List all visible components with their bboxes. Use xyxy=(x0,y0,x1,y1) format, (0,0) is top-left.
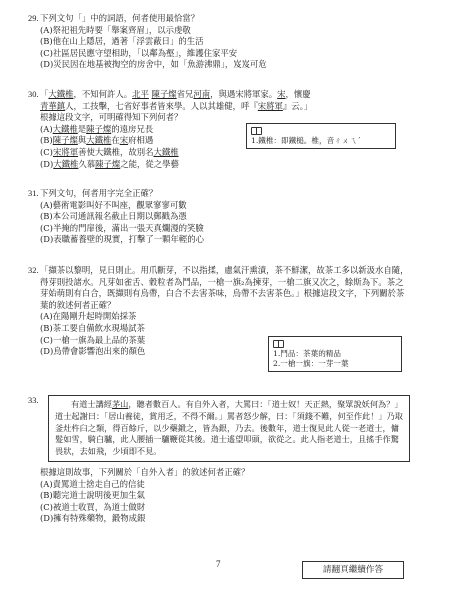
text-segment: 有道士講經 xyxy=(71,399,112,409)
option-c: (C)社區居民應守望相助，「以鄰為壑」，維護住家平安 xyxy=(40,47,238,58)
proper-noun: 陳子燦 xyxy=(86,123,112,134)
proper-noun: 宋將軍 xyxy=(52,146,79,157)
proper-noun: 大鐵椎 xyxy=(86,135,112,146)
proper-noun: 陳子燦 xyxy=(95,158,121,169)
question-33 xyxy=(28,395,410,525)
text-segment: 之能，從之學藝 xyxy=(120,158,179,169)
question-29 xyxy=(28,13,267,71)
option-c: (C)一槍一旗為最上品的茶葉 xyxy=(40,334,146,345)
text-segment: (B) xyxy=(40,135,53,146)
text-segment: ，懷慶 xyxy=(285,89,311,99)
question-stem: 下列文句「」中的詞語，何者使用最恰當？ xyxy=(40,13,200,23)
page-number: 7 xyxy=(216,559,221,569)
option-d: (D)烏帶會影響泡出來的顏色 xyxy=(40,346,146,357)
passage-box xyxy=(48,395,410,462)
proper-noun: 陳子燦 xyxy=(151,89,177,99)
option-d xyxy=(40,159,412,171)
text-segment: ，與遇宋將軍家。 xyxy=(210,89,278,99)
question-number: 31. xyxy=(28,189,39,198)
text-segment: 是 xyxy=(77,123,87,134)
question-stem: 根據這則故事，下列關於「自外入者」的敘述何者正確？ xyxy=(40,466,250,477)
proper-noun: 宋 xyxy=(277,89,286,99)
question-number: 30. xyxy=(28,90,39,99)
book-icon xyxy=(273,340,284,348)
question-number: 32. xyxy=(28,266,39,275)
text-segment: 久慕 xyxy=(78,158,96,169)
question-stem xyxy=(40,89,412,124)
text-segment: 的遠房兄長 xyxy=(111,123,154,134)
footnote-text: 1.鐵椎：即鐵槌。椎，音ㄔㄨㄟˊ xyxy=(251,136,361,145)
proper-noun: 大鐵椎 xyxy=(52,123,78,134)
proper-noun: 河南 xyxy=(193,89,211,99)
text-segment: 府相遇 xyxy=(128,135,154,146)
option-c: (C)被道士收買，為道士做財 xyxy=(40,501,146,512)
proper-noun: 宋將軍 xyxy=(257,100,283,111)
text-segment: 』云。」 根據這段文字，可明確得知下列何者？ xyxy=(40,100,313,123)
turn-over-box: 請翻頁繼續作答 xyxy=(302,561,404,579)
text-segment: 人，工技擊，七省好事者皆來學。人以其雄健，呼『 xyxy=(65,100,258,111)
proper-noun: 大鐵椎 xyxy=(153,146,179,157)
option-a: (A)藝術電影叫好不叫座，觀眾寥寥可數 xyxy=(40,199,187,210)
option-d: (D)災民因在地基被掏空的房舍中，如「魚游沸鼎」，岌岌可危 xyxy=(40,59,267,70)
text-segment: 與 xyxy=(77,135,87,146)
proper-noun: 大鐵椎 xyxy=(48,89,74,99)
proper-noun: 大鐵椎 xyxy=(53,158,79,169)
question-number: 33. xyxy=(28,396,39,405)
option-d: (D)擁有特殊藥物，鍛物成銀 xyxy=(40,513,146,524)
text-segment: 善使大鐵椎，故別名 xyxy=(78,146,154,157)
book-icon xyxy=(251,127,262,135)
option-a: (A)在陽剛升起時開始採茶 xyxy=(40,311,137,322)
question-number: 29. xyxy=(28,14,39,23)
footnote-text-1: 1.鬥品：茶葉的精品 xyxy=(273,349,341,358)
question-32 xyxy=(28,265,410,368)
text-segment: (A) xyxy=(40,123,53,134)
option-d: (D)表職蓄養壁的現實，打擊了一顆年輕的心 xyxy=(40,234,204,245)
proper-noun: 陳子燦 xyxy=(52,135,78,146)
text-segment: 在 xyxy=(111,135,120,146)
footnote-box xyxy=(268,336,402,372)
question-31 xyxy=(28,188,204,246)
option-b: (B)他在山上隱居，過著「浮雲蔽日」的生活 xyxy=(40,36,204,47)
text-segment: ，聽者數百人。有自外入者，大罵曰：「道士奴！天正熱，聚眾說妖何為？」道士起謝曰：「居山養徒，賞用乏，不得不爾。」罵者怒少解，曰：「須錢不難，何至作此！」乃取釜灶杵臼之類，得百餘斤，以少藥鍛之，皆為銀，乃去。後數年，道士復見此人從一老道士，傭髮如雪，騎白驢，此人腰插一驢鞭從其後。道士遙望叩頭，欲從之。此人指老道士，且搖手作驚畏狀，去如飛，少頃即不見。 xyxy=(55,399,403,457)
question-30 xyxy=(28,89,412,170)
footnote-box xyxy=(246,123,396,149)
proper-noun: 北平 xyxy=(132,89,149,99)
question-stem: 「擷茶以黎明，見日則止。用爪斷芽，不以指揉，慮氣汗熏漬，茶不鮮潔，故茶工多以新汲水自隨，得芽則投諸水。凡芽如雀舌、穀粒者為鬥品，一槍一旗₂為揀芽，一槍二旗又次之，餘斯為下。茶之芽始萌則有白合，既擷則有烏帶，白合不去害茶味，烏帶不去害茶色。」根據這段文字，下列關於茶葉的敘述何者正確？ xyxy=(40,265,409,310)
text-segment: 省兄 xyxy=(176,89,194,99)
option-a: (A)責罵道士捨走自己的信徒 xyxy=(40,478,145,489)
option-b: (B)聽完道士說明後更加生氣 xyxy=(40,490,145,501)
text-segment: (D) xyxy=(40,158,54,169)
option-a: (A)祭祀祖先時要「舉案齊眉」，以示虔敬 xyxy=(40,24,191,35)
option-b: (B)茶工要自備飲水現場試茶 xyxy=(40,322,145,333)
text-segment: ，不知何許人。 xyxy=(73,89,133,99)
text-segment: 「 xyxy=(40,89,49,99)
proper-noun: 青華鎮 xyxy=(40,100,66,111)
proper-noun: 宋 xyxy=(119,135,129,146)
text-segment: (C) xyxy=(40,146,53,157)
question-stem: 下列文句，何者用字完全正確？ xyxy=(40,188,158,198)
proper-noun: 茅山 xyxy=(111,399,129,409)
footnote-text-2: 2.一槍一旗：一芽一葉 xyxy=(273,359,349,368)
option-b: (B)本公司通訊報名截止日期以郵戳為憑 xyxy=(40,211,187,222)
option-c: (C)半掩的門扉後，滿出一張天真爛漫的笑臉 xyxy=(40,222,204,233)
